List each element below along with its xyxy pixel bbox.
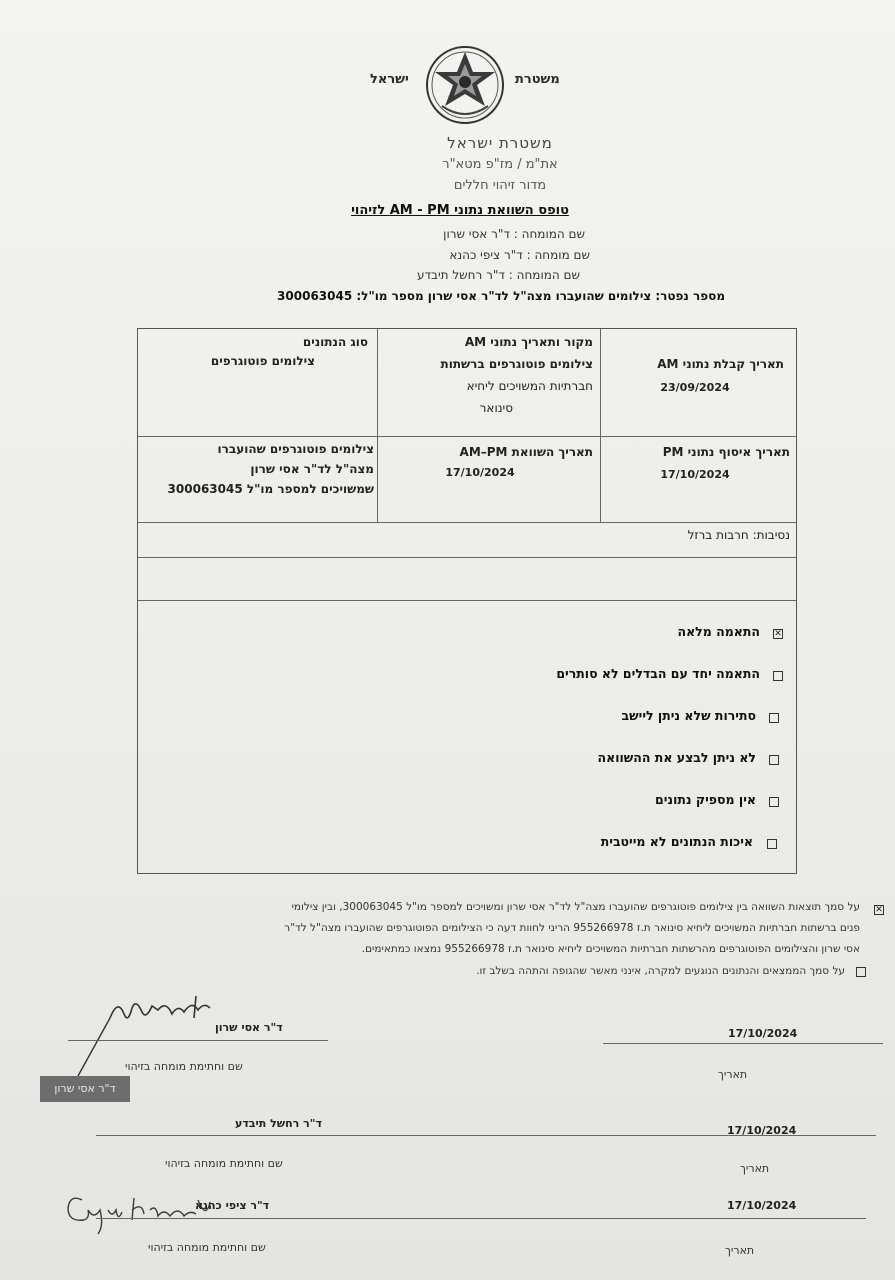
conclusion-checkbox[interactable]: ✕ [875, 905, 883, 915]
am-source-line1: צילומים פוטוגרפים ברשתות [440, 357, 593, 371]
signature-2-date-label: תאריך [740, 1162, 770, 1175]
option-checkbox-4[interactable] [769, 797, 779, 807]
pm-collection-title: תאריך איסוף נתוני PM [662, 445, 790, 459]
division: את"מ / מז"פ מטא"ר [442, 157, 558, 172]
expert-2: שם מומחה : ד"ר ציפי כהנא [449, 248, 590, 262]
am-source-line3: סינואר [479, 401, 513, 415]
am-source-line2: חברתיות המשויכים ליחיא [466, 379, 593, 393]
signature-2-date: 17/10/2024 [727, 1124, 797, 1137]
am-source-title: מקור ותאריך נתוני AM [464, 335, 593, 349]
circumstances: נסיבות: חרבות ברזל [687, 528, 790, 542]
signature-1-name: ד"ר אסי שרון [215, 1021, 283, 1034]
option-checkbox-0[interactable]: ✕ [774, 629, 782, 639]
statement-text: על סמך הממצאים והנתונים הנוגעים למקרה, אינני מאשר שהגופה והתהה בשלב זו. [476, 965, 845, 977]
option-label-5: איכות הנתונים לא מייטבית [600, 834, 753, 849]
option-label-4: אין מספיק נתונים [655, 792, 756, 807]
am-receipt-title: תאריך קבלת נתוני AM [657, 357, 784, 371]
option-checkbox-5[interactable] [767, 839, 777, 849]
statement-checkbox[interactable] [856, 967, 866, 977]
signature-1-date: 17/10/2024 [728, 1027, 798, 1040]
pm-collection-date: 17/10/2024 [660, 468, 730, 481]
signature-1-name-label: שם וחתימת מומחה בזיהוי [125, 1060, 243, 1073]
option-checkbox-2[interactable] [769, 713, 779, 723]
signature-3-name: ד"ר ציפי כהנא [195, 1199, 270, 1212]
case-number: מספר נפטר: צילומים שהועברו מצה"ל לד"ר אסי שרון מספר מו"ל: 300063045 [277, 289, 725, 303]
org-name: משטרת ישראל [447, 134, 553, 152]
signature-2-name-label: שם וחתימת מומחה בזיהוי [165, 1157, 283, 1170]
police-star-emblem-icon [424, 44, 506, 126]
signature-3-date: 17/10/2024 [727, 1199, 797, 1212]
signature-1-date-label: תאריך [718, 1068, 748, 1081]
header-right-label: משטרת [515, 72, 560, 87]
header-left-label: ישראל [370, 72, 409, 87]
comparison-date: 17/10/2024 [445, 466, 515, 479]
comparison-date-title: תאריך השוואת AM–PM [459, 445, 593, 459]
option-label-0: התאמה מלאה [677, 624, 760, 639]
option-label-2: סתירות שלא ניתן ליישב [621, 708, 756, 723]
conclusion-line2: פנים ברשתות חברתיות המשויכים ליחיא סינואר ת.ז 955266978 הריני לחוות דעה כי הצילומים הפוטוגרפים שהועברו מצה"ל לד"ר [284, 922, 860, 934]
data-type-title: סוג הנתונים [302, 335, 368, 349]
conclusion-line3: אסי שרון והצילומים הפוטוגרפים מהרשתות חברתיות המשויכים ליחיא סינואר ת.ז 955266978 נמצאו כמתאימים. [361, 943, 860, 955]
option-label-1: התאמה יחד עם הבדלים לא סותרים [556, 666, 760, 681]
option-checkbox-1[interactable] [773, 671, 783, 681]
pm-data-line1: צילומים פוטוגרפים שהועברו [217, 442, 374, 456]
expert-3: שם המומחה : ד"ר רחשל תיבדע [416, 268, 580, 282]
form-title: טופס השוואת נתוני AM - PM לזיהוי [351, 203, 569, 218]
department: מדור זיהוי חללים [453, 178, 547, 193]
data-type-value: צילומים פוטוגרפים [210, 354, 315, 368]
conclusion-line1: על סמך תוצאות השוואה בין צילומים פוטוגרפים שהועברו מצה"ל לד"ר אסי שרון ומשויכים למספר מו"ל 300063045, ובין צילומי [291, 901, 860, 913]
pm-data-line3: שמשויכים למספר מו"ל 300063045 [167, 482, 374, 496]
signature-2-name: ד"ר רחשל תיבדע [235, 1117, 322, 1130]
option-checkbox-3[interactable] [769, 755, 779, 765]
name-stamp: ד"ר אסי שרון [40, 1076, 130, 1102]
signature-3-date-label: תאריך [725, 1244, 755, 1257]
pm-data-line2: מצה"ל לד"ר אסי שרון [250, 462, 374, 476]
am-receipt-date: 23/09/2024 [660, 381, 730, 394]
expert-1: שם המומחה : ד"ר אסי שרון [443, 227, 585, 241]
signature-3-name-label: שם וחתימת מומחה בזיהוי [148, 1241, 266, 1254]
option-label-3: לא ניתן לבצע את ההשוואה [597, 750, 756, 765]
